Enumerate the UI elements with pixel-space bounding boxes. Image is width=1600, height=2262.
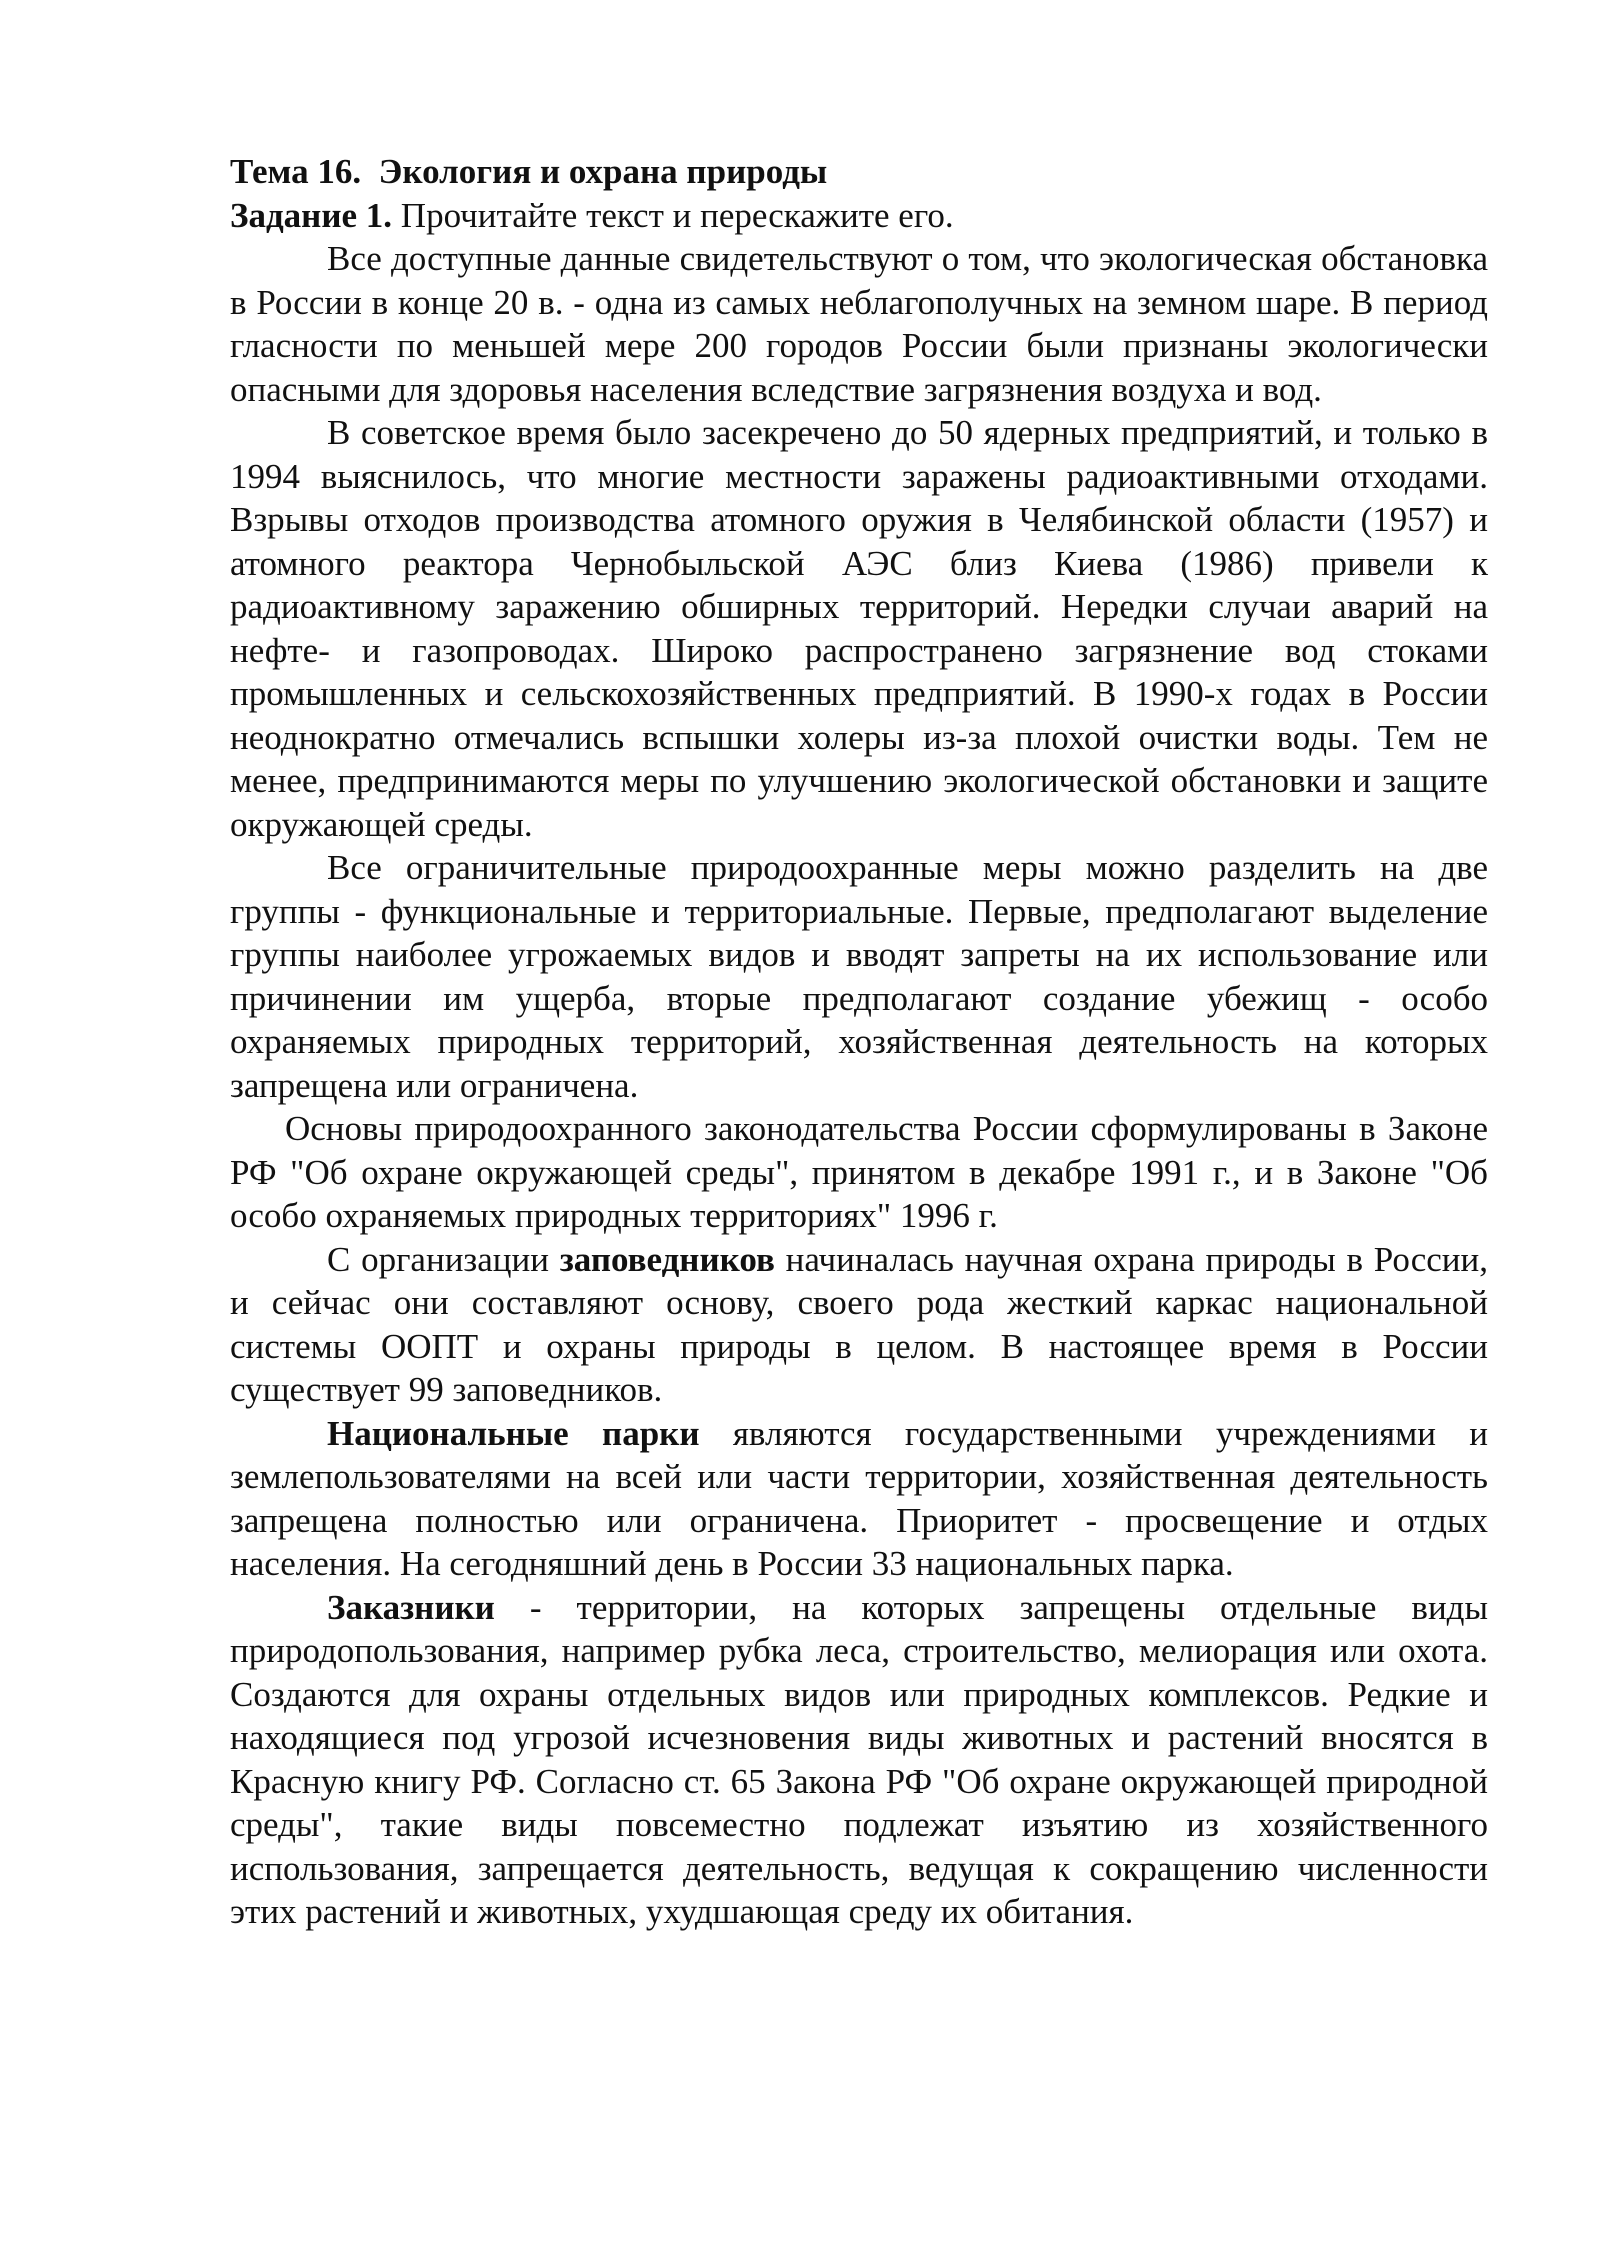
paragraph-national-parks xyxy=(230,1412,1488,1586)
document-page xyxy=(230,150,1488,1934)
paragraph-protection-measures: Все ограничительные природоохранные меры можно разделить на две группы - функциональные и территориальные. Первые, предполагают выделение группы наиболее угрожаемых видов и вводят запреты на их использование или причинении им ущерба, вторые предполагают создание убежищ - особо охраняемых природных территорий, хозяйственная деятельность на которых запрещена или ограничена. xyxy=(230,848,1488,1105)
paragraph-reserves xyxy=(230,1238,1488,1412)
reserves-text: начиналась научная охрана природы в России, и сейчас они составляют основу, своего рода жесткий каркас национальной системы ООПТ и охраны природы в целом. В настоящее время в России существует 99 заповедников. xyxy=(230,1239,1489,1409)
national-parks-term: Национальные парки xyxy=(327,1413,700,1453)
sanctuaries-text: - территории, на которых запрещены отдельные виды природопользования, например рубка леса, строительство, мелиорация или охота. Создаются для охраны отдельных видов или природных комплексов. Редкие и находящиеся под угрозой исчезновения виды животных и растений вносятся в Красную книгу РФ. Согласно ст. 65 Закона РФ "Об охране окружающей природной среды", такие виды повсеместно подлежат изъятию из хозяйственного использования, запрещается деятельность, ведущая к сокращению численности этих растений и животных, ухудшающая среду их обитания. xyxy=(230,1587,1488,1931)
task-label: Задание 1. xyxy=(230,195,393,235)
page-title: Тема 16. Экология и охрана природы xyxy=(230,152,828,191)
task-text: Прочитайте текст и перескажите его. xyxy=(392,195,954,235)
paragraph-nuclear-pollution: В советское время было засекречено до 50 ядерных предприятий, и только в 1994 выяснилось, что многие местности заражены радиоактивными отходами. Взрывы отходов производства атомного оружия в Челябинской области (1957) и атомного реактора Чернобыльской АЭС близ Киева (1986) привели к радиоактивному заражению обширных территорий. Нередки случаи аварий на нефте- и газопроводах. Широко распространено загрязнение вод стоками промышленных и сельскохозяйственных предприятий. В 1990-х годах в России неоднократно отмечались вспышки холеры из-за плохой очистки воды. Тем не менее, предпринимаются меры по улучшению экологической обстановки и защите окружающей среды. xyxy=(230,413,1488,844)
paragraph-sanctuaries xyxy=(230,1586,1488,1934)
reserves-term: заповедников xyxy=(559,1239,775,1279)
national-parks-text: являются государственными учреждениями и землепользователями на всей или части территории, хозяйственная деятельность запрещена полностью или ограничена. Приоритет - просвещение и отдых населения. На сегодняшний день в России 33 национальных парка. xyxy=(230,1413,1488,1583)
sanctuaries-term: Заказники xyxy=(327,1587,495,1627)
task-line xyxy=(230,194,1488,238)
paragraph-legislation: Основы природоохранного законодательства России сформулированы в Законе РФ "Об охране окружающей среды", принятом в декабре 1991 г., и в Законе "Об особо охраняемых природных территориях" 1996 г. xyxy=(230,1109,1488,1235)
reserves-intro: С организации xyxy=(327,1239,560,1279)
paragraph-ecology-situation: Все доступные данные свидетельствуют о том, что экологическая обстановка в России в конце 20 в. - одна из самых неблагополучных на земном шаре. В период гласности по меньшей мере 200 городов России были признаны экологически опасными для здоровья населения вследствие загрязнения воздуха и вод. xyxy=(230,239,1488,409)
